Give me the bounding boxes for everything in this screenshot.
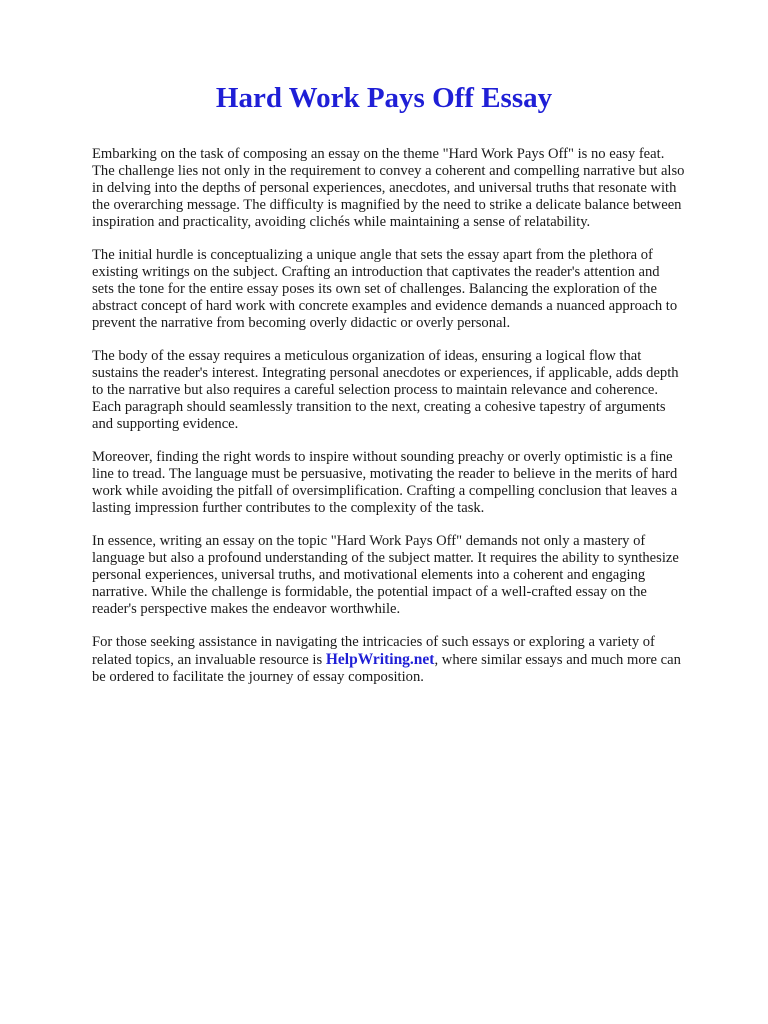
text-line: Embarking on the task of composing an essay on the theme "Hard Work Pays Off" is no easy feat. bbox=[92, 146, 665, 162]
text-line: language but also a profound understanding of the subject matter. It requires the ability to synthesize bbox=[92, 550, 679, 566]
paragraph-4 bbox=[92, 449, 726, 517]
text-line: the overarching message. The difficulty is magnified by the need to strike a delicate balance between bbox=[92, 197, 682, 213]
text-line: Each paragraph should seamlessly transition to the next, creating a cohesive tapestry of arguments bbox=[92, 399, 666, 415]
text-line: reader's perspective makes the endeavor worthwhile. bbox=[92, 601, 401, 617]
text-line: be ordered to facilitate the journey of essay composition. bbox=[92, 669, 424, 685]
text-line: Moreover, finding the right words to inspire without sounding preachy or overly optimistic is a fine bbox=[92, 449, 673, 465]
paragraph-1 bbox=[92, 146, 726, 231]
paragraph-2 bbox=[92, 247, 726, 332]
text-line: lasting impression further contributes to the complexity of the task. bbox=[92, 500, 485, 516]
text-line: existing writings on the subject. Crafting an introduction that captivates the reader's attention and bbox=[92, 264, 660, 280]
text-line: personal experiences, universal truths, and motivational elements into a coherent and engaging bbox=[92, 567, 646, 583]
text-line: inspiration and practicality, avoiding clichés while maintaining a sense of relatability. bbox=[92, 214, 591, 230]
text-fragment: related topics, an invaluable resource is bbox=[92, 652, 326, 668]
paragraph-closing bbox=[92, 634, 726, 686]
text-line: to the narrative but also requires a careful selection process to maintain relevance and coherence. bbox=[92, 382, 659, 398]
text-line: abstract concept of hard work with concrete examples and evidence demands a nuanced approach to bbox=[92, 298, 678, 314]
text-line: prevent the narrative from becoming overly didactic or overly personal. bbox=[92, 315, 511, 331]
text-line: The initial hurdle is conceptualizing a unique angle that sets the essay apart from the plethora of bbox=[92, 247, 653, 263]
text-line: work while avoiding the pitfall of oversimplification. Crafting a compelling conclusion that leaves a bbox=[92, 483, 678, 499]
essay-body bbox=[92, 146, 726, 702]
text-line: narrative. While the challenge is formidable, the potential impact of a well-crafted essay on the bbox=[92, 584, 647, 600]
text-line: sets the tone for the entire essay poses its own set of challenges. Balancing the exploration of the bbox=[92, 281, 657, 297]
text-line: The challenge lies not only in the requirement to convey a coherent and compelling narrative but also bbox=[92, 163, 685, 179]
text-line: sustains the reader's interest. Integrating personal anecdotes or experiences, if applicable, adds depth bbox=[92, 365, 679, 381]
document-title: Hard Work Pays Off Essay bbox=[215, 82, 553, 114]
text-line: The body of the essay requires a meticulous organization of ideas, ensuring a logical flow that bbox=[92, 348, 642, 364]
paragraph-3 bbox=[92, 348, 726, 433]
text-line: in delving into the depths of personal experiences, anecdotes, and universal truths that resonate with bbox=[92, 180, 677, 196]
text-line: and supporting evidence. bbox=[92, 416, 239, 432]
paragraph-5 bbox=[92, 533, 726, 618]
text-line-with-link bbox=[92, 651, 726, 669]
text-line: For those seeking assistance in navigating the intricacies of such essays or exploring a variety of bbox=[92, 634, 655, 650]
text-line: line to tread. The language must be persuasive, motivating the reader to believe in the merits of hard bbox=[92, 466, 678, 482]
text-fragment: , where similar essays and much more can bbox=[434, 652, 681, 668]
helpwriting-link[interactable]: HelpWriting.net bbox=[325, 651, 435, 668]
text-line: In essence, writing an essay on the topic "Hard Work Pays Off" demands not only a mastery of bbox=[92, 533, 646, 549]
